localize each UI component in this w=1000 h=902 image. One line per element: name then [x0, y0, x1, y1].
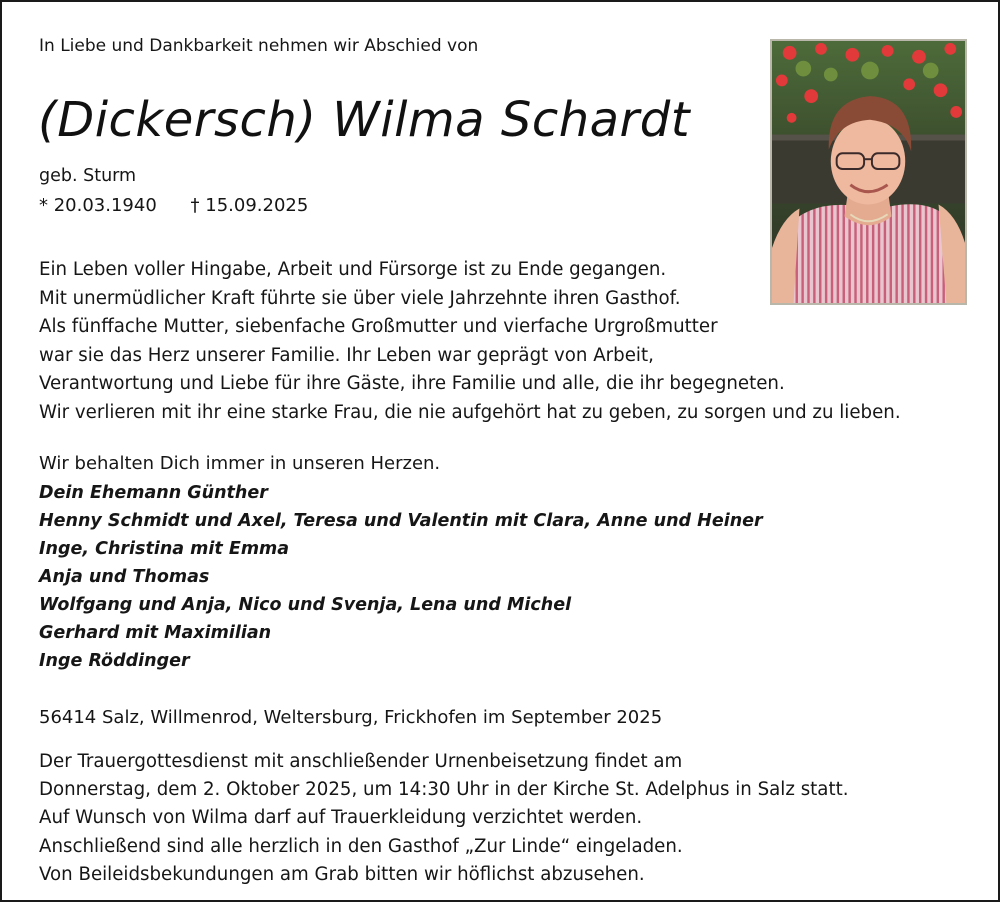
- tribute-line: Als fünffache Mutter, siebenfache Großmutter und vierfache Urgroßmutter: [39, 316, 718, 338]
- intro-text: In Liebe und Dankbarkeit nehmen wir Abschied von: [39, 36, 479, 56]
- family-member: Wolfgang und Anja, Nico und Svenja, Lena und Michel: [39, 595, 572, 615]
- service-line: Donnerstag, dem 2. Oktober 2025, um 14:30 Uhr in der Kirche St. Adelphus in Salz statt.: [39, 779, 849, 801]
- service-line: Anschließend sind alle herzlich in den Gasthof „Zur Linde“ eingeladen.: [39, 835, 683, 857]
- life-dates: [39, 195, 308, 216]
- family-member: Inge, Christina mit Emma: [39, 539, 290, 559]
- family-member: Henny Schmidt und Axel, Teresa und Valentin mit Clara, Anne und Heiner: [39, 511, 763, 531]
- tribute-line: Wir verlieren mit ihr eine starke Frau, die nie aufgehört hat zu geben, zu sorgen und zu lieben.: [39, 401, 901, 423]
- service-info: [39, 748, 849, 889]
- birth-name: geb. Sturm: [39, 166, 137, 186]
- tribute-line: war sie das Herz unserer Familie. Ihr Leben war geprägt von Arbeit,: [39, 344, 654, 366]
- tribute-line: Verantwortung und Liebe für ihre Gäste, ihre Familie und alle, die ihr begegneten.: [39, 373, 785, 395]
- portrait-photo: [770, 39, 967, 305]
- closing-line: Wir behalten Dich immer in unseren Herzen.: [39, 453, 441, 474]
- tribute-line: Ein Leben voller Hingabe, Arbeit und Fürsorge ist zu Ende gegangen.: [39, 259, 667, 280]
- place-date-line: 56414 Salz, Willmenrod, Weltersburg, Frickhofen im September 2025: [39, 707, 663, 728]
- family-member: Dein Ehemann Günther: [39, 483, 268, 503]
- service-line: Der Trauergottesdienst mit anschließender Urnenbeisetzung findet am: [39, 751, 683, 772]
- portrait-illustration: [772, 41, 965, 303]
- deceased-name: (Dickersch) Wilma Schardt: [38, 92, 691, 148]
- service-line: Von Beileidsbekundungen am Grab bitten wir höflichst abzusehen.: [39, 863, 645, 885]
- tribute-line: Mit unermüdlicher Kraft führte sie über viele Jahrzehnte ihren Gasthof.: [39, 287, 681, 309]
- family-list: [39, 479, 763, 675]
- family-member: Inge Röddinger: [39, 651, 190, 671]
- service-line: Auf Wunsch von Wilma darf auf Trauerkleidung verzichtet werden.: [39, 807, 643, 829]
- family-member: Anja und Thomas: [39, 567, 210, 587]
- family-member: Gerhard mit Maximilian: [39, 623, 272, 643]
- death-date: † 15.09.2025: [190, 195, 309, 216]
- birth-date: * 20.03.1940: [39, 195, 157, 216]
